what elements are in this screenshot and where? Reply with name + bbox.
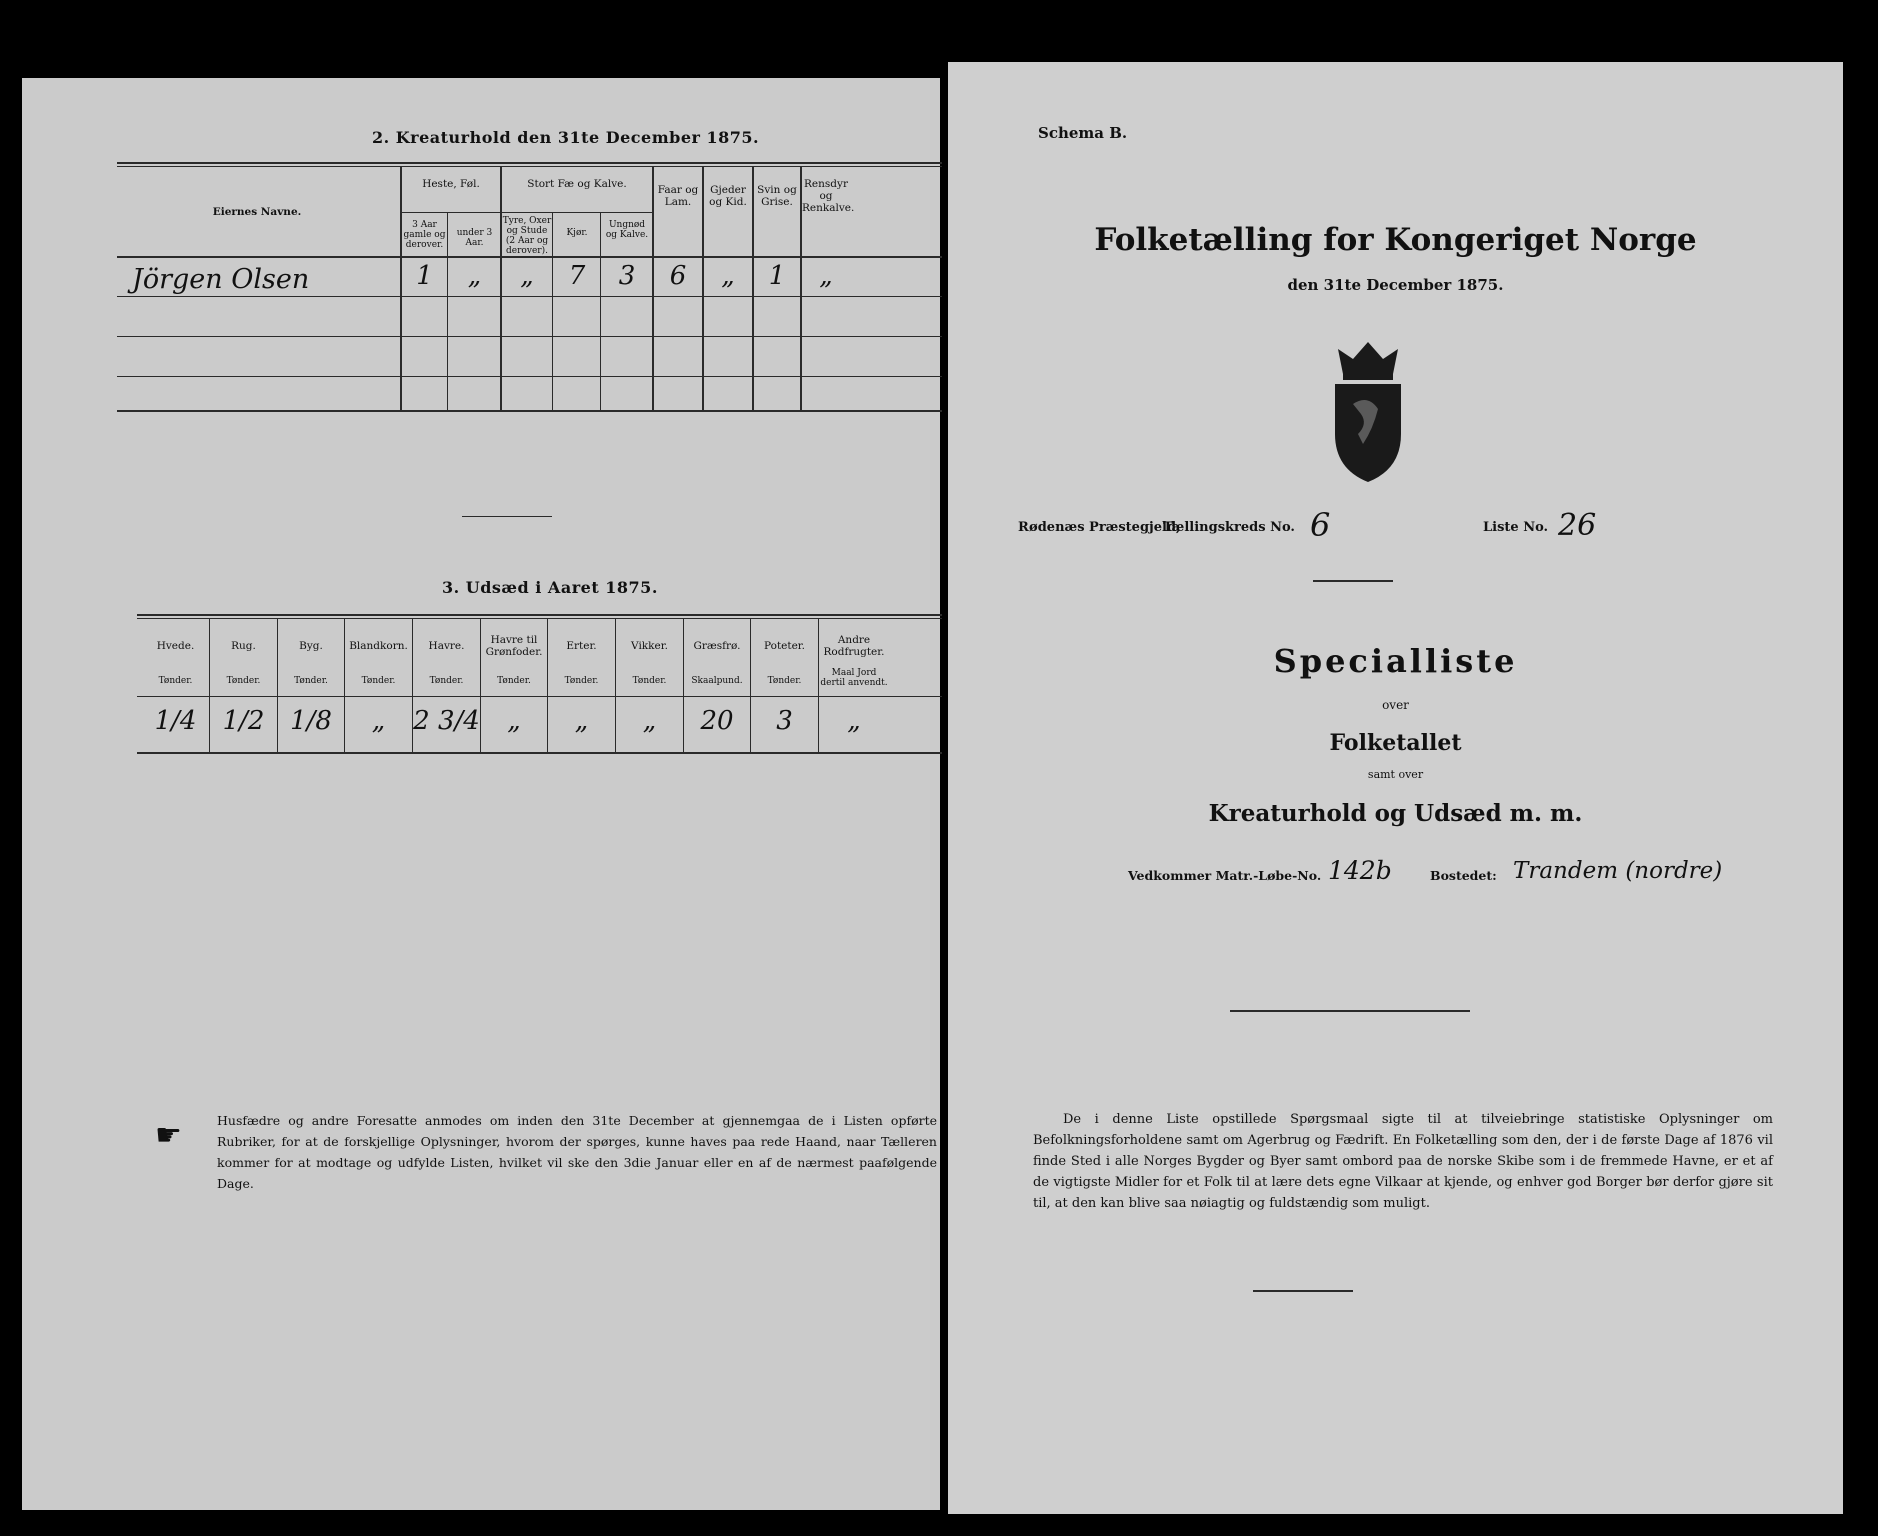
- owner-name: Jörgen Olsen: [132, 264, 310, 295]
- table2-bottom-rule: [117, 410, 942, 412]
- value-svin: 1: [768, 261, 786, 291]
- crop-value: 20: [700, 706, 734, 736]
- subheader-heste-b: under 3 Aar.: [456, 228, 493, 248]
- crop-header: Blandkorn.: [349, 640, 408, 652]
- crop-value: „: [574, 706, 589, 736]
- header-faar: Faar og Lam.: [657, 184, 699, 208]
- header-svin: Svin og Grise.: [757, 184, 797, 208]
- kreaturhold-title: Kreaturhold og Udsæd m. m.: [1208, 800, 1583, 827]
- crop-header: Græsfrø.: [693, 640, 741, 652]
- crop-unit: Tønder.: [429, 676, 464, 686]
- crop-value: 2 3/4: [413, 706, 480, 736]
- value-ungnod: 3: [618, 261, 636, 291]
- divider: [1230, 1010, 1470, 1012]
- divider: [462, 516, 552, 517]
- header-gjeder: Gjeder og Kid.: [709, 184, 747, 208]
- crop-value: „: [642, 706, 657, 736]
- value-faar: 6: [669, 261, 687, 291]
- crop-header: Hvede.: [156, 640, 195, 652]
- coat-of-arms-icon: [1313, 334, 1423, 484]
- section2-title: 2. Kreaturhold den 31te December 1875.: [372, 128, 760, 147]
- left-page: [22, 78, 940, 1510]
- crop-value: „: [507, 706, 521, 736]
- subheader-kjor: Kjør.: [566, 228, 588, 238]
- crop-value: 1/4: [154, 706, 197, 736]
- crop-header: Havre.: [428, 640, 465, 652]
- crop-unit: Tønder.: [361, 676, 396, 686]
- header-heste: Heste, Føl.: [422, 178, 480, 190]
- crop-header: Vikker.: [631, 640, 668, 652]
- value-kjor: 7: [568, 261, 586, 291]
- header-stort: Stort Fæ og Kalve.: [527, 178, 627, 190]
- table2-top-rule-2: [117, 166, 942, 167]
- liste-label: Liste No.: [1483, 520, 1549, 535]
- table2-col-rule: [600, 213, 601, 410]
- owner-header: Eiernes Navne.: [212, 206, 302, 218]
- table2-col-rule: [447, 213, 448, 410]
- crop-unit: Maal Jord dertil anvendt.: [820, 668, 888, 688]
- bostedet-label: Bostedet:: [1430, 868, 1497, 883]
- table3-header-rule: [137, 696, 942, 697]
- subheader-heste-a: 3 Aar gamle og derover.: [403, 220, 446, 250]
- subheader-ungnod: Ungnød og Kalve.: [605, 220, 649, 240]
- title-date: den 31te December 1875.: [1287, 276, 1504, 294]
- crop-header: Andre Rodfrugter.: [823, 634, 885, 658]
- crop-unit: Tønder.: [564, 676, 599, 686]
- over-label: over: [1382, 698, 1409, 712]
- table2-row-rule: [117, 296, 942, 297]
- crop-value: 1/2: [222, 706, 265, 736]
- notice-text: Husfædre og andre Foresatte anmodes om inden den 31te December at gjennemgaa de i Listen opførte Rubriker, for at de forskjellige Oplysninger, hvorom der spørges, kunne haves paa rede Haand, naar Tælleren kommer for at modtage og udfylde Listen, hvilket vil ske den 3die Januar eller en af de nærmest paafølgende Dage.: [217, 1113, 937, 1191]
- crop-header: Havre til Grønfoder.: [485, 634, 543, 658]
- divider: [1253, 1290, 1353, 1292]
- table3-top-rule: [137, 614, 942, 616]
- value-heste-a: 1: [416, 261, 433, 291]
- crop-unit: Tønder.: [497, 676, 531, 686]
- crop-value: 1/8: [290, 706, 332, 736]
- crop-unit: Tønder.: [158, 676, 193, 686]
- crop-header: Poteter.: [763, 640, 806, 652]
- schema-label: Schema B.: [1038, 124, 1128, 142]
- crop-unit: Tønder.: [632, 676, 667, 686]
- value-tyre: „: [520, 261, 534, 291]
- crop-unit: Tønder.: [294, 676, 328, 686]
- table2-header-rule: [117, 256, 942, 258]
- crop-unit: Tønder.: [767, 676, 802, 686]
- table3-bottom-rule: [137, 752, 942, 754]
- subheader-tyre: Tyre, Oxer og Stude (2 Aar og derover).: [502, 216, 552, 256]
- table2-col-rule: [552, 213, 553, 410]
- crop-header: Erter.: [566, 640, 597, 652]
- pointing-hand-icon: ☛: [155, 1118, 182, 1153]
- table3-top-rule-2: [137, 618, 942, 619]
- header-rensdyr: Rensdyr og Renkalve.: [802, 178, 855, 214]
- prestegjeld: Rødenæs Præstegjeld,: [1018, 520, 1181, 535]
- main-title: Folketælling for Kongeriget Norge: [1094, 222, 1697, 258]
- table2-row-rule: [117, 336, 942, 337]
- matr-number: 142b: [1328, 856, 1392, 885]
- crop-value: 3: [776, 706, 793, 736]
- crop-header: Byg.: [299, 640, 323, 652]
- crop-unit: Tønder.: [226, 676, 261, 686]
- info-paragraph: De i denne Liste opstillede Spørgsmaal sigte til at tilveiebringe statistiske Oplysninger om Befolkningsforholdene samt om Agerbrug og Fædrift. En Folketælling som den, der i de første Dage af 1876 vil finde Sted i alle Norges Bygder og Byer samt ombord paa de norske Skibe som i de fremmede Havne, er et af de vigtigste Midler for et Folk til at lære dets egne Vilkaar at kjende, og enhver god Borger bør derfor gjøre sit til, at den kan blive saa nøiagtig og fuldstændig som muligt.: [1033, 1112, 1773, 1211]
- matr-label: Vedkommer Matr.-Løbe-No.: [1128, 868, 1322, 883]
- crop-value: „: [371, 706, 386, 736]
- crop-value: „: [847, 706, 861, 736]
- crop-header: Rug.: [231, 640, 256, 652]
- section3-title: 3. Udsæd i Aaret 1875.: [442, 578, 658, 597]
- samt-over-label: samt over: [1367, 768, 1424, 781]
- crop-unit: Skaalpund.: [691, 676, 743, 686]
- value-rensdyr: „: [819, 261, 833, 291]
- kreds-label: Tællingskreds No.: [1163, 520, 1295, 535]
- value-heste-b: „: [467, 261, 482, 291]
- table2-row-rule: [117, 376, 942, 377]
- specialliste-title: Specialliste: [1273, 642, 1518, 680]
- liste-number: 26: [1558, 508, 1597, 543]
- kreds-number: 6: [1310, 506, 1331, 544]
- right-page: [948, 62, 1843, 1514]
- bostedet-value: Trandem (nordre): [1513, 858, 1723, 884]
- folketallet: Folketallet: [1329, 730, 1462, 756]
- table2-top-rule: [117, 162, 942, 164]
- divider: [1313, 580, 1393, 582]
- table2-subheader-rule: [400, 212, 652, 213]
- value-gjeder: „: [721, 261, 735, 291]
